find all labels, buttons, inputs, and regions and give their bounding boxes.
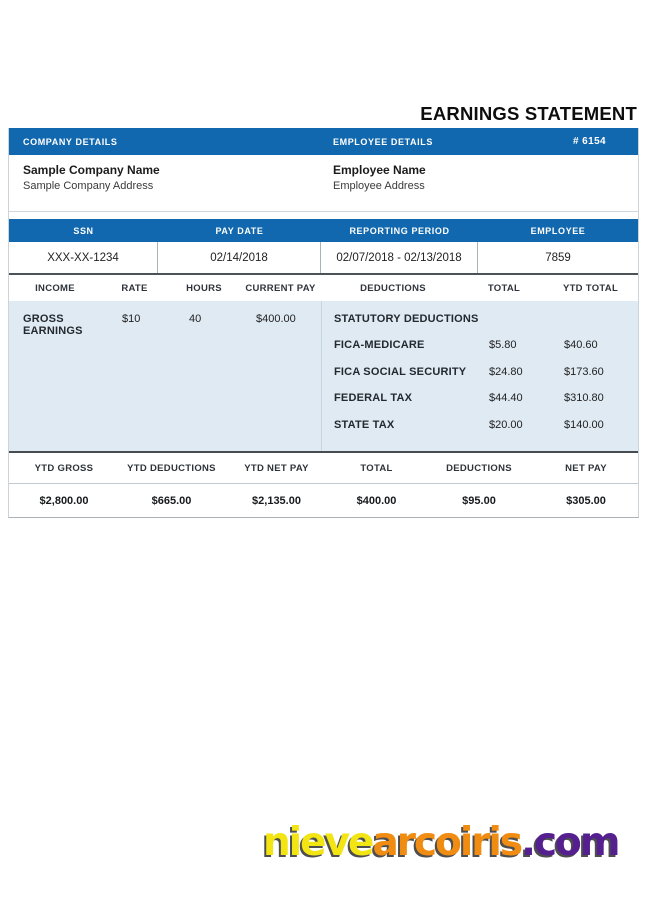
statement-container [8,128,639,518]
company-name: Sample Company Name [23,163,160,177]
deduction-total: $5.80 [489,339,517,351]
statement-number: # 6154 [573,136,606,147]
deduction-total: $24.80 [489,365,523,378]
watermark-part-yellow: nieve [263,820,373,865]
employee-block [333,163,426,192]
ytd-deductions-header: YTD DEDUCTIONS [127,462,216,474]
deduction-label: FICA-MEDICARE [334,339,425,351]
reporting-period-header: REPORTING PERIOD [349,225,450,236]
employee-number-header: EMPLOYEE [530,225,586,236]
employee-name: Employee Name [333,163,426,177]
deduction-ytd-total: $40.60 [564,339,598,351]
gross-earnings-hours: 40 [189,313,202,325]
ytd-gross-header: YTD GROSS [34,462,94,474]
income-headers [9,275,321,301]
summary-header-row [9,451,638,484]
deduction-label: FEDERAL TAX [334,392,413,404]
deductions-header: DEDUCTIONS [360,282,426,294]
deduction-row [322,339,638,366]
total-value: $400.00 [356,494,397,507]
watermark-part-purple: .com [521,820,619,865]
watermark-part-orange: arcoiris [372,820,522,865]
deduction-ytd-total: $310.80 [564,392,604,404]
page-title: EARNINGS STATEMENT [420,103,637,124]
gross-earnings-current-pay: $400.00 [256,313,296,325]
statutory-deductions-title: STATUTORY DEDUCTIONS [334,313,479,325]
hours-header: HOURS [186,282,222,294]
summary-values-row [9,484,638,517]
section-spacer [9,212,638,219]
deduction-ytd-total: $173.60 [564,365,604,378]
details-section [9,155,638,212]
deduction-row [322,366,638,393]
gross-earnings-row [9,313,321,337]
gross-earnings-rate: $10 [122,313,141,325]
deductions-value: $95.00 [462,494,496,507]
ytd-total-header: YTD TOTAL [562,282,619,294]
pay-info-values-row [9,242,638,275]
pay-date-header: PAY DATE [215,225,264,236]
watermark-logo [263,820,619,865]
deduction-total: $20.00 [489,418,523,431]
employee-details-label: EMPLOYEE DETAILS [333,137,433,147]
gross-earnings-label: GROSS EARNINGS [23,313,83,337]
ytd-gross-value: $2,800.00 [39,494,89,507]
details-header-bar [9,128,638,155]
current-pay-header: CURRENT PAY [245,282,316,294]
ssn-value: XXX-XX-1234 [9,242,158,273]
total-header: TOTAL [487,282,521,294]
reporting-period-value: 02/07/2018 - 02/13/2018 [321,242,478,273]
company-block [23,163,160,192]
ytd-net-pay-value: $2,135.00 [252,494,301,507]
ytd-deductions-value: $665.00 [151,494,192,507]
income-panel [9,301,321,451]
company-details-label: COMPANY DETAILS [23,137,118,147]
deductions-header: DEDUCTIONS [446,462,512,474]
pay-date-value: 02/14/2018 [158,242,321,273]
deduction-row [322,392,638,419]
deduction-total: $44.40 [489,392,523,404]
deduction-label: FICA SOCIAL SECURITY [334,365,467,378]
employee-number-value: 7859 [545,251,571,264]
ssn-header: SSN [73,225,94,236]
rate-header: RATE [121,282,148,294]
pay-info-header-bar [9,219,638,242]
deduction-row [322,419,638,446]
deduction-ytd-total: $140.00 [564,418,604,431]
company-address: Sample Company Address [23,180,154,192]
income-header: INCOME [35,282,75,294]
ytd-net-pay-header: YTD NET PAY [244,462,309,474]
deductions-panel [321,301,638,451]
net-pay-value: $305.00 [566,494,606,507]
employee-address: Employee Address [333,180,425,192]
net-pay-header: NET PAY [565,462,607,474]
deduction-headers [321,275,638,301]
deduction-label: STATE TAX [334,418,395,431]
earnings-table-body [9,301,638,451]
total-header: TOTAL [360,462,393,474]
earnings-table-header-row [9,275,638,301]
